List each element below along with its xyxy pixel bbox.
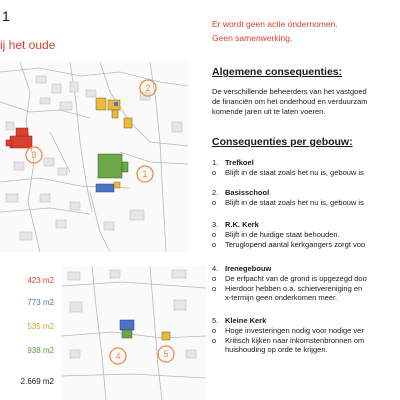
area-value-blue: 773 m2	[27, 298, 54, 307]
item-bullet: Blijft in de staat zoals het nu is, gebouw is	[225, 167, 364, 177]
item-bullet-continued: x-termijn geen onderkomen meer.	[225, 293, 338, 303]
item-name: Kleine Kerk	[225, 316, 267, 325]
item-bullet: Blijft in de huidige staat behouden.	[225, 229, 340, 239]
general-line-2: de financiën om het onderhoud en verduurzam	[212, 97, 368, 106]
item-bullet: Blijft in de staat zoals het nu is, gebouw is	[225, 197, 364, 207]
item-bullet: Teruglopend aantal kerkgangers zorgt voo	[225, 239, 366, 249]
map-marker-1: 1	[142, 169, 148, 179]
general-line-3: komende jaren uit te laten voeren.	[212, 107, 326, 116]
site-map-bottom	[62, 266, 206, 400]
item-bullet: Hoge investeringen nodig voor nodige ver	[225, 325, 364, 335]
map-marker-4: 4	[115, 351, 121, 361]
area-value-total: 2.669 m2	[20, 377, 54, 386]
bullet-glyph: o	[212, 325, 217, 335]
area-value-green: 938 m2	[27, 346, 54, 355]
item-name: Trefkoel	[225, 158, 254, 167]
area-value-red: 423 m2	[27, 276, 54, 285]
general-line-1: De verschillende beheerders van het vastgoed	[212, 87, 367, 96]
area-value-yellow: 535 m2	[27, 322, 54, 331]
map-marker-2: 2	[145, 83, 151, 93]
item-number: 1.	[212, 158, 219, 167]
item-bullet: Hierdoor hebben o.a. schietvereniging en	[225, 283, 363, 293]
general-title: Algemene consequenties:	[212, 66, 343, 78]
item-name: Basisschool	[225, 188, 270, 197]
building-item-1	[212, 158, 364, 178]
bullet-glyph: o	[212, 283, 217, 293]
item-bullet: De erfpacht van de grond is opgezegd doo	[225, 273, 367, 283]
bullet-glyph: o	[212, 167, 217, 177]
status-line-2: Geen samenwerking.	[212, 33, 293, 43]
map-marker-5: 5	[163, 349, 169, 359]
item-name: Irenegebouw	[225, 264, 272, 273]
bullet-glyph: o	[212, 197, 217, 207]
item-number: 5.	[212, 316, 219, 325]
bullet-glyph: o	[212, 335, 217, 345]
map-marker-3: 3	[31, 150, 37, 160]
per-building-title: Consequenties per gebouw:	[212, 136, 353, 148]
bullet-glyph: o	[212, 229, 217, 239]
item-name: R.K. Kerk	[225, 220, 259, 229]
building-item-3	[212, 220, 365, 249]
bullet-glyph: o	[212, 273, 217, 283]
item-number: 4.	[212, 264, 219, 273]
page-number: 1	[2, 8, 10, 24]
item-number: 2.	[212, 188, 219, 197]
status-line-1: Er wordt geen actie ondernomen.	[212, 19, 338, 29]
site-map-top	[0, 62, 188, 252]
item-bullet-continued: huishouding op orde te krijgen.	[225, 345, 328, 355]
item-number: 3.	[212, 220, 219, 229]
page-subtitle: ij het oude	[0, 38, 56, 52]
item-bullet: Kritisch kijken naar inkomstenbronnen om	[225, 335, 365, 345]
building-item-4	[212, 264, 367, 303]
building-item-2	[212, 188, 364, 208]
building-item-5	[212, 316, 364, 355]
bullet-glyph: o	[212, 239, 217, 249]
